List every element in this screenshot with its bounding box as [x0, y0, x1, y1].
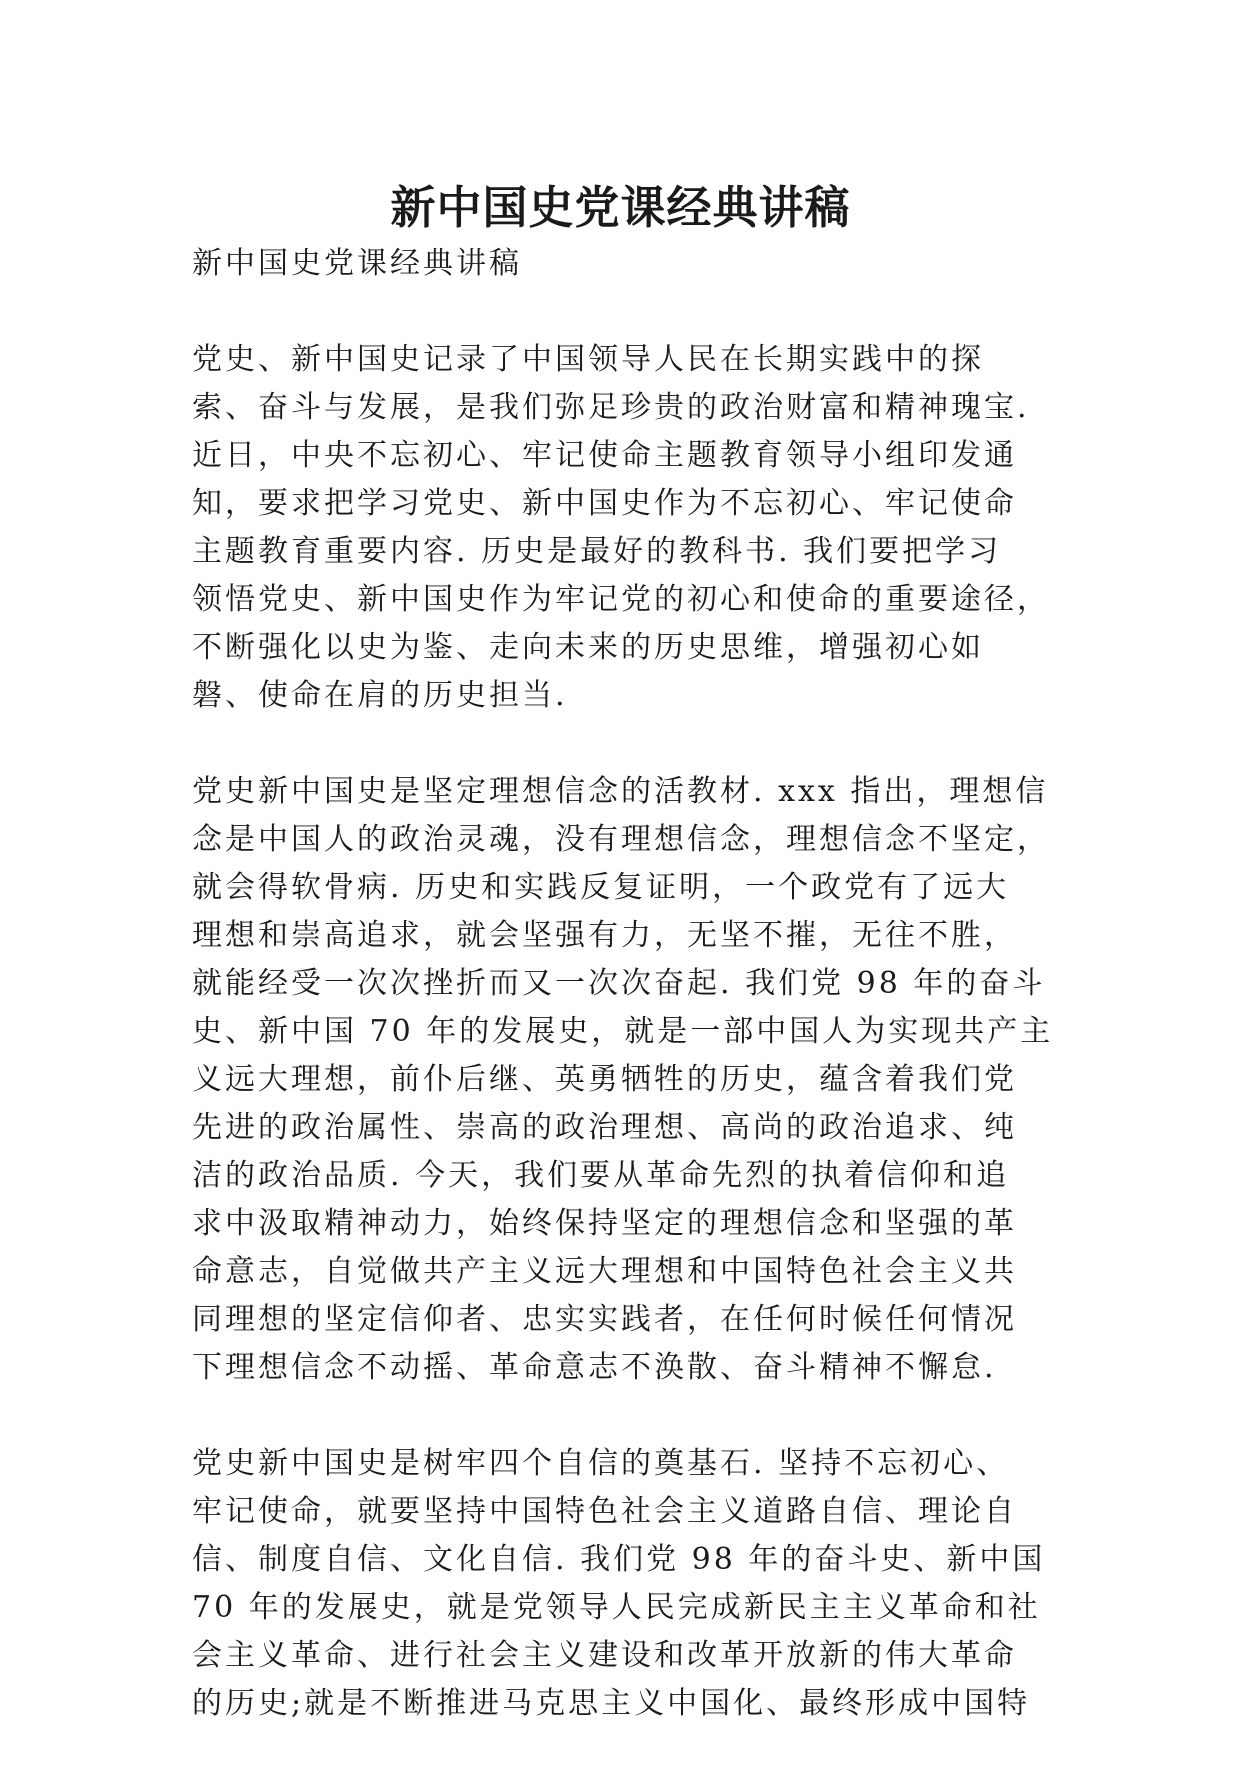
text-line: 史、新中国 70 年的发展史，就是一部中国人为实现共产主 — [192, 1014, 1054, 1049]
paragraph-2 — [192, 768, 1072, 1392]
text-line: 求中汲取精神动力，始终保持坚定的理想信念和坚强的革 — [192, 1206, 1017, 1241]
text-line: 主题教育重要内容. 历史是最好的教科书. 我们要把学习 — [192, 534, 1002, 569]
text-line: 会主义革命、进行社会主义建设和改革开放新的伟大革命 — [192, 1638, 1017, 1673]
text-line: 索、奋斗与发展，是我们弥足珍贵的政治财富和精神瑰宝. — [192, 390, 1030, 425]
document-body — [192, 240, 1072, 1776]
paragraph-1 — [192, 336, 1072, 720]
text-line: 下理想信念不动摇、革命意志不涣散、奋斗精神不懈怠. — [192, 1350, 997, 1385]
text-line: 近日，中央不忘初心、牢记使命主题教育领导小组印发通 — [192, 438, 1017, 473]
text-line: 70 年的发展史，就是党领导人民完成新民主主义革命和社 — [192, 1590, 1041, 1625]
text-line: 党史新中国史是坚定理想信念的活教材. xxx 指出，理想信 — [192, 774, 1049, 809]
text-line: 理想和崇高追求，就会坚强有力，无坚不摧，无往不胜， — [192, 918, 1017, 953]
text-line: 牢记使命，就要坚持中国特色社会主义道路自信、理论自 — [192, 1494, 1017, 1529]
document-title: 新中国史党课经典讲稿 — [390, 181, 851, 234]
text-line: 洁的政治品质. 今天，我们要从革命先烈的执着信仰和追 — [192, 1158, 1010, 1193]
text-line: 先进的政治属性、崇高的政治理想、高尚的政治追求、纯 — [192, 1110, 1017, 1145]
paragraph-3 — [192, 1440, 1072, 1728]
text-line: 同理想的坚定信仰者、忠实实践者，在任何时候任何情况 — [192, 1302, 1017, 1337]
text-line: 就能经受一次次挫折而又一次次奋起. 我们党 98 年的奋斗 — [192, 966, 1046, 1001]
text-line: 知，要求把学习党史、新中国史作为不忘初心、牢记使命 — [192, 486, 1017, 521]
text-line: 党史新中国史是树牢四个自信的奠基石. 坚持不忘初心、 — [192, 1446, 1010, 1481]
text-line: 的历史;就是不断推进马克思主义中国化、最终形成中国特 — [192, 1686, 1031, 1721]
text-line: 就会得软骨病. 历史和实践反复证明，一个政党有了远大 — [192, 870, 1010, 905]
text-line: 党史、新中国史记录了中国领导人民在长期实践中的探 — [192, 342, 984, 377]
document-subtitle: 新中国史党课经典讲稿 — [192, 246, 522, 281]
text-line: 不断强化以史为鉴、走向未来的历史思维，增强初心如 — [192, 630, 984, 665]
text-line: 命意志，自觉做共产主义远大理想和中国特色社会主义共 — [192, 1254, 1017, 1289]
text-line: 磐、使命在肩的历史担当. — [192, 678, 568, 713]
text-line: 念是中国人的政治灵魂，没有理想信念，理想信念不坚定， — [192, 822, 1050, 857]
text-line: 义远大理想，前仆后继、英勇牺牲的历史，蕴含着我们党 — [192, 1062, 1017, 1097]
text-line: 信、制度自信、文化自信. 我们党 98 年的奋斗史、新中国 — [192, 1542, 1046, 1577]
text-line: 领悟党史、新中国史作为牢记党的初心和使命的重要途径， — [192, 582, 1050, 617]
